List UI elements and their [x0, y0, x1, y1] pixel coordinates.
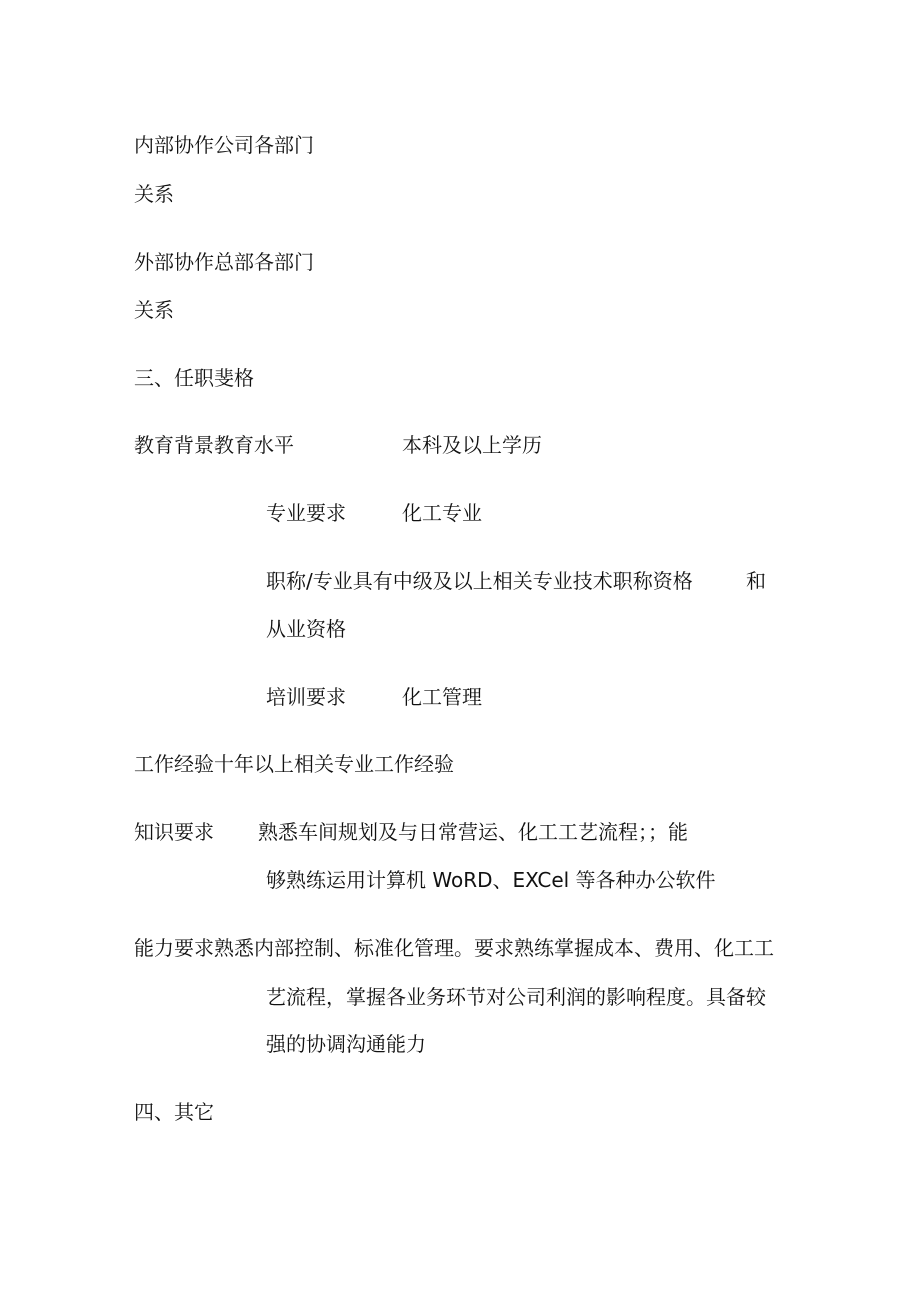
external-relations-label-cont: 关系 — [134, 298, 174, 322]
ability-requirement-line2: 艺流程，掌握各业务环节对公司利润的影响程度。具备较 — [266, 985, 766, 1009]
section-three-heading: 三、任职斐格 — [134, 366, 254, 390]
work-experience-text: 工作经验十年以上相关专业工作经验 — [134, 752, 454, 776]
major-requirement-value: 化工专业 — [402, 501, 482, 525]
ability-requirement-line3: 强的协调沟通能力 — [266, 1032, 426, 1056]
training-requirement-label: 培训要求 — [266, 685, 346, 709]
major-requirement-label: 专业要求 — [266, 501, 346, 525]
internal-relations-label-cont: 关系 — [134, 182, 174, 206]
education-value: 本科及以上学历 — [402, 433, 542, 457]
professional-title-cont: 从业资格 — [266, 617, 346, 641]
knowledge-requirement-line2: 够熟练运用计算机 WoRD、EXCel 等各种办公软件 — [266, 868, 716, 892]
professional-title-text: 职称/专业具有中级及以上相关专业技术职称资格 — [266, 569, 693, 593]
section-four-heading: 四、其它 — [134, 1100, 214, 1124]
internal-relations-label: 内部协作公司各部门 — [134, 133, 314, 157]
knowledge-requirement-label: 知识要求 — [134, 820, 214, 844]
external-relations-label: 外部协作总部各部门 — [134, 250, 314, 274]
education-label: 教育背景教育水平 — [134, 433, 294, 457]
training-requirement-value: 化工管理 — [402, 685, 482, 709]
knowledge-requirement-line1: 熟悉车间规划及与日常营运、化工工艺流程；；能 — [258, 820, 688, 844]
ability-requirement-line1: 能力要求熟悉内部控制、标准化管理。要求熟练掌握成本、费用、化工工 — [134, 936, 774, 960]
professional-title-and: 和 — [746, 569, 766, 593]
